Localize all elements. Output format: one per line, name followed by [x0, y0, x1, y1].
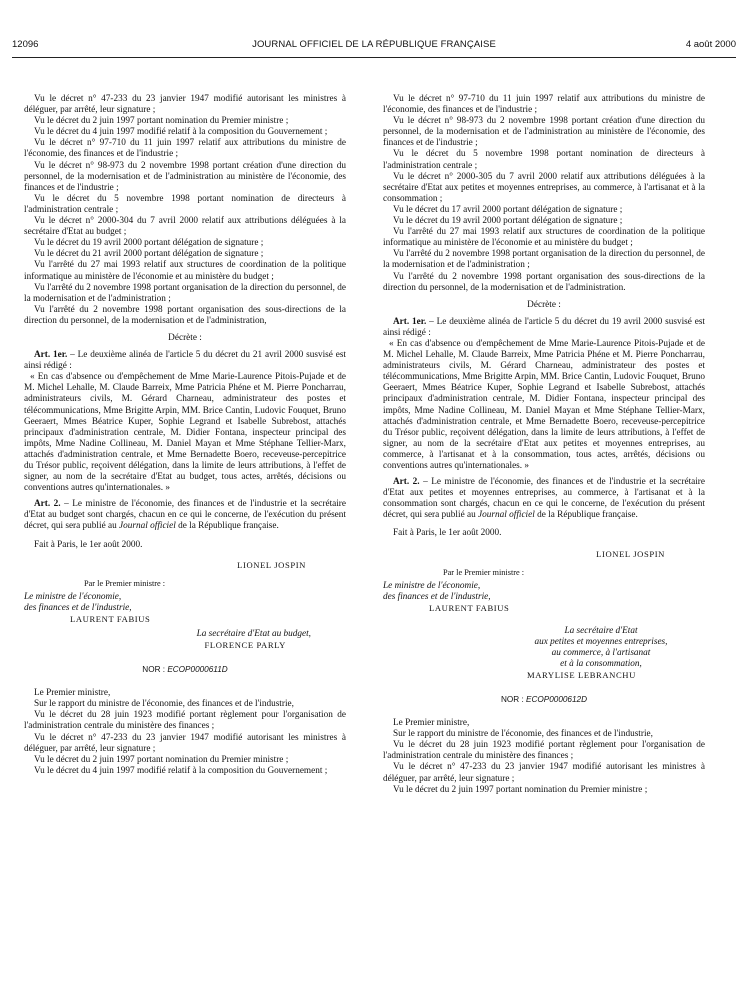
- visa-paragraph: Vu le décret du 19 avril 2000 portant délégation de signature ;: [393, 216, 623, 227]
- fait-a-paris: Fait à Paris, le 1er août 2000.: [393, 528, 502, 539]
- minister-signature: LAURENT FABIUS: [429, 602, 510, 613]
- visa-paragraph: Vu le décret du 4 juin 1997 modifié relatif à la composition du Gouvernement ;: [34, 765, 328, 776]
- article-2-text: – Le ministre de l'économie, des finances et de l'industrie et la secrétaire d'Etat au budget sont chargés, chacun en ce qui le concerne, de l'exécution du présent décret, qui sera publié au: [24, 499, 346, 532]
- visa-paragraph: Vu le décret n° 97-710 du 11 juin 1997 relatif aux attributions du ministre de l'économie, des finances et de l'industrie ;: [383, 94, 705, 116]
- visa-paragraph: Vu le décret n° 97-710 du 11 juin 1997 relatif aux attributions du ministre de l'économie, des finances et de l'industrie ;: [24, 138, 346, 160]
- visa-paragraph: Vu le décret n° 47-233 du 23 janvier 1947 modifié autorisant les ministres à déléguer, par arrêté, leur signature ;: [24, 732, 346, 754]
- header-rule: [12, 57, 736, 58]
- article-2: [383, 477, 705, 521]
- secretaire-title-line-3: au commerce, à l'artisanat: [551, 647, 651, 658]
- visa-paragraph: Vu le décret n° 98-973 du 2 novembre 1998 portant création d'une direction du personnel, de la modernisation et de l'administration au ministère de l'économie, des finances et de l'industrie ;: [383, 116, 705, 149]
- pm-signature: LIONEL JOSPIN: [596, 548, 665, 559]
- right-visas-top: [383, 94, 705, 294]
- article-2-label: Art. 2.: [393, 477, 420, 488]
- fait-a-paris: Fait à Paris, le 1er août 2000.: [34, 539, 143, 550]
- par-premier-ministre: Par le Premier ministre :: [84, 578, 166, 588]
- visa-paragraph: Vu le décret du 2 juin 1997 portant nomination du Premier ministre ;: [34, 116, 289, 127]
- nor-code: ECOP0000611D: [167, 665, 228, 675]
- visa-paragraph: Vu l'arrêté du 2 novembre 1998 portant organisation de la direction du personnel, de la modernisation et de l'administration ;: [24, 282, 346, 304]
- article-1-quote: « En cas d'absence ou d'empêchement de Mme Marie-Laurence Pitois-Pujade et de M. Michel Lehalle, M. Claude Barreix, Mme Patricia Phéne et M. Pierre Poncharrau, administrateurs civils, M. Gérard Charneau, administrateur des postes et télécommunications, Mme Brigitte Arpin, MM. Brice Cantin, Ludovic Fouquet, Bruno Geeraert, Mmes Béatrice Kuper, Sophie Legrand et Isabelle Subrebost, attachés principaux d'administration centrale, M. Didier Fontana, inspecteur principal des impôts, Mme Nadine Collineau, M. Daniel Mayan et Mme Stéphane Tellier-Marx, attachés d'administration centrale, et Mme Bernadette Boero, receveuse-percepitrice du Trésor public, reçoivent délégation, dans la limite de leurs attributions, à l'effet de signer, au nom de la secrétaire d'Etat au budget, tous actes, arrêtés, décisions ou conventions autres qu'internationales. »: [24, 372, 346, 494]
- nor-reference: [383, 694, 705, 705]
- article-2: [24, 499, 346, 532]
- left-visas-top: [24, 94, 346, 327]
- secretaire-title: La secrétaire d'Etat au budget,: [196, 628, 311, 639]
- right-visas-bottom: [383, 718, 705, 796]
- minister-title-line-1: Le ministre de l'économie,: [383, 580, 481, 591]
- journal-officiel-ref: Journal officiel: [478, 510, 535, 521]
- article-1-text: – Le deuxième alinéa de l'article 5 du décret du 19 avril 2000 susvisé est ainsi rédigé :: [383, 316, 705, 338]
- visa-paragraph: Vu le décret du 21 avril 2000 portant délégation de signature ;: [34, 249, 264, 260]
- visa-paragraph: Vu le décret du 2 juin 1997 portant nomination du Premier ministre ;: [34, 754, 289, 765]
- article-1: [383, 317, 705, 339]
- visa-paragraph: Sur le rapport du ministre de l'économie, des finances et de l'industrie,: [393, 729, 653, 740]
- article-1: [24, 350, 346, 372]
- issue-date: 4 août 2000: [685, 39, 736, 50]
- par-premier-ministre: Par le Premier ministre :: [443, 567, 525, 577]
- pm-signature: LIONEL JOSPIN: [237, 559, 306, 570]
- visa-paragraph: Vu le décret n° 2000-305 du 7 avril 2000 relatif aux attributions déléguées à la secrétaire d'Etat aux petites et moyennes entreprises, au commerce, à l'artisanat et à la consommation ;: [383, 171, 705, 204]
- right-column: [383, 94, 705, 986]
- decrete-heading: Décrète :: [168, 332, 202, 343]
- minister-title-line-1: Le ministre de l'économie,: [24, 591, 122, 602]
- page-number: 12096: [12, 39, 39, 50]
- left-column: [24, 94, 346, 986]
- visa-paragraph: Vu l'arrêté du 27 mai 1993 relatif aux structures de coordination de la politique informatique au ministère de l'économie et au ministère du budget ;: [24, 260, 346, 282]
- visa-paragraph: Vu l'arrêté du 27 mai 1993 relatif aux structures de coordination de la politique informatique au ministère de l'économie et au ministère du budget ;: [383, 227, 705, 249]
- nor-code: ECOP0000612D: [526, 694, 588, 704]
- visa-paragraph: Vu le décret du 28 juin 1923 modifié portant règlement pour l'organisation de l'administration centrale du ministère des finances ;: [24, 710, 346, 732]
- secretaire-title-line-2: aux petites et moyennes entreprises,: [534, 636, 668, 647]
- visa-paragraph: Vu le décret n° 2000-304 du 7 avril 2000 relatif aux attributions déléguées à la secrétaire d'Etat au budget ;: [24, 216, 346, 238]
- visa-paragraph: Vu le décret du 5 novembre 1998 portant nomination de directeurs à l'administration centrale ;: [24, 193, 346, 215]
- nor-prefix: NOR :: [142, 665, 168, 675]
- secretaire-title-line-4: et à la consommation,: [560, 658, 642, 669]
- article-1-quote: « En cas d'absence ou d'empêchement de Mme Marie-Laurence Pitois-Pujade et de M. Michel Lehalle, M. Claude Barreix, Mme Patricia Phéne et M. Pierre Poncharrau, administrateurs civils, M. Gérard Charneau, administrateur des postes et télécommunications, Mme Brigitte Arpin, MM. Brice Cantin, Ludovic Fouquet, Bruno Geeraert, Mmes Béatrice Kuper, Sophie Legrand et Isabelle Subrebost, attachés principaux d'administration centrale, M. Didier Fontana, inspecteur principal des impôts, Mme Nadine Collineau, M. Daniel Mayan et Mme Stéphane Tellier-Marx, attachés d'administration centrale, et Mme Bernadette Boero, receveuse-percepitrice du Trésor public, reçoivent délégation, dans la limite de leurs attributions, à l'effet de signer, au nom de la secrétaire d'Etat aux petites et moyennes entreprises, au commerce, à l'artisanat et à la consommation, tous actes, arrêtés, décisions ou conventions autres qu'internationales. »: [383, 338, 705, 471]
- article-1-text: – Le deuxième alinéa de l'article 5 du décret du 21 avril 2000 susvisé est ainsi rédigé :: [24, 350, 346, 372]
- minister-title-line-2: des finances et de l'industrie,: [383, 591, 491, 602]
- secretaire-title-block: [511, 626, 691, 670]
- article-2-text-end: de la République française.: [534, 510, 638, 521]
- article-1-label: Art. 1er.: [34, 350, 68, 361]
- nor-reference: [24, 664, 346, 675]
- visa-paragraph: Vu le décret du 4 juin 1997 modifié relatif à la composition du Gouvernement ;: [34, 127, 328, 138]
- visa-paragraph: Vu le décret du 2 juin 1997 portant nomination du Premier ministre ;: [393, 784, 648, 795]
- visa-paragraph: Vu le décret n° 47-233 du 23 janvier 1947 modifié autorisant les ministres à déléguer, par arrêté, leur signature ;: [383, 762, 705, 784]
- visa-paragraph: Vu le décret n° 98-973 du 2 novembre 1998 portant création d'une direction du personnel, de la modernisation et de l'administration au ministère de l'économie, des finances et de l'industrie ;: [24, 160, 346, 193]
- visa-paragraph: Vu le décret du 28 juin 1923 modifié portant règlement pour l'organisation de l'administration centrale du ministère des finances ;: [383, 740, 705, 762]
- article-2-label: Art. 2.: [34, 499, 61, 510]
- journal-title: JOURNAL OFFICIEL DE LA RÉPUBLIQUE FRANÇAISE: [252, 39, 496, 50]
- visa-paragraph: Vu l'arrêté du 2 novembre 1998 portant organisation des sous-directions de la direction du personnel, de la modernisation et de l'administration.: [383, 271, 705, 293]
- article-2-text-end: de la République française.: [175, 521, 279, 532]
- visa-paragraph: Vu le décret du 19 avril 2000 portant délégation de signature ;: [34, 238, 264, 249]
- journal-officiel-ref: Journal officiel: [119, 521, 176, 532]
- visa-paragraph: Le Premier ministre,: [34, 688, 111, 699]
- article-2-text: – Le ministre de l'économie, des finances et de l'industrie et la secrétaire d'Etat aux petites et moyennes entreprises, au commerce, à l'artisanat et à la consommation sont chargés, chacun en ce qui le concerne, de l'exécution du présent décret, qui sera publié au: [383, 477, 705, 521]
- nor-prefix: NOR :: [500, 694, 527, 704]
- left-visas-bottom: [24, 688, 346, 777]
- article-1-label: Art. 1er.: [393, 316, 427, 327]
- minister-title-line-2: des finances et de l'industrie,: [24, 602, 132, 613]
- visa-paragraph: Le Premier ministre,: [393, 718, 470, 729]
- visa-paragraph: Vu le décret du 5 novembre 1998 portant nomination de directeurs à l'administration centrale ;: [383, 149, 705, 171]
- visa-paragraph: Vu le décret n° 47-233 du 23 janvier 1947 modifié autorisant les ministres à déléguer, par arrêté, leur signature ;: [24, 94, 346, 116]
- visa-paragraph: Vu l'arrêté du 2 novembre 1998 portant organisation des sous-directions de la direction du personnel, de la modernisation et de l'administration,: [24, 304, 346, 326]
- secretaire-title-line-1: La secrétaire d'Etat: [564, 625, 638, 636]
- decrete-heading: Décrète :: [527, 299, 561, 310]
- visa-paragraph: Vu le décret du 17 avril 2000 portant délégation de signature ;: [393, 204, 623, 215]
- page-header: [12, 39, 736, 53]
- minister-signature: LAURENT FABIUS: [70, 613, 151, 624]
- secretaire-signature: FLORENCE PARLY: [204, 639, 286, 650]
- secretaire-signature: MARYLISE LEBRANCHU: [527, 669, 636, 680]
- visa-paragraph: Sur le rapport du ministre de l'économie, des finances et de l'industrie,: [34, 699, 294, 710]
- visa-paragraph: Vu l'arrêté du 2 novembre 1998 portant organisation de la direction du personnel, de la modernisation et de l'administration ;: [383, 249, 705, 271]
